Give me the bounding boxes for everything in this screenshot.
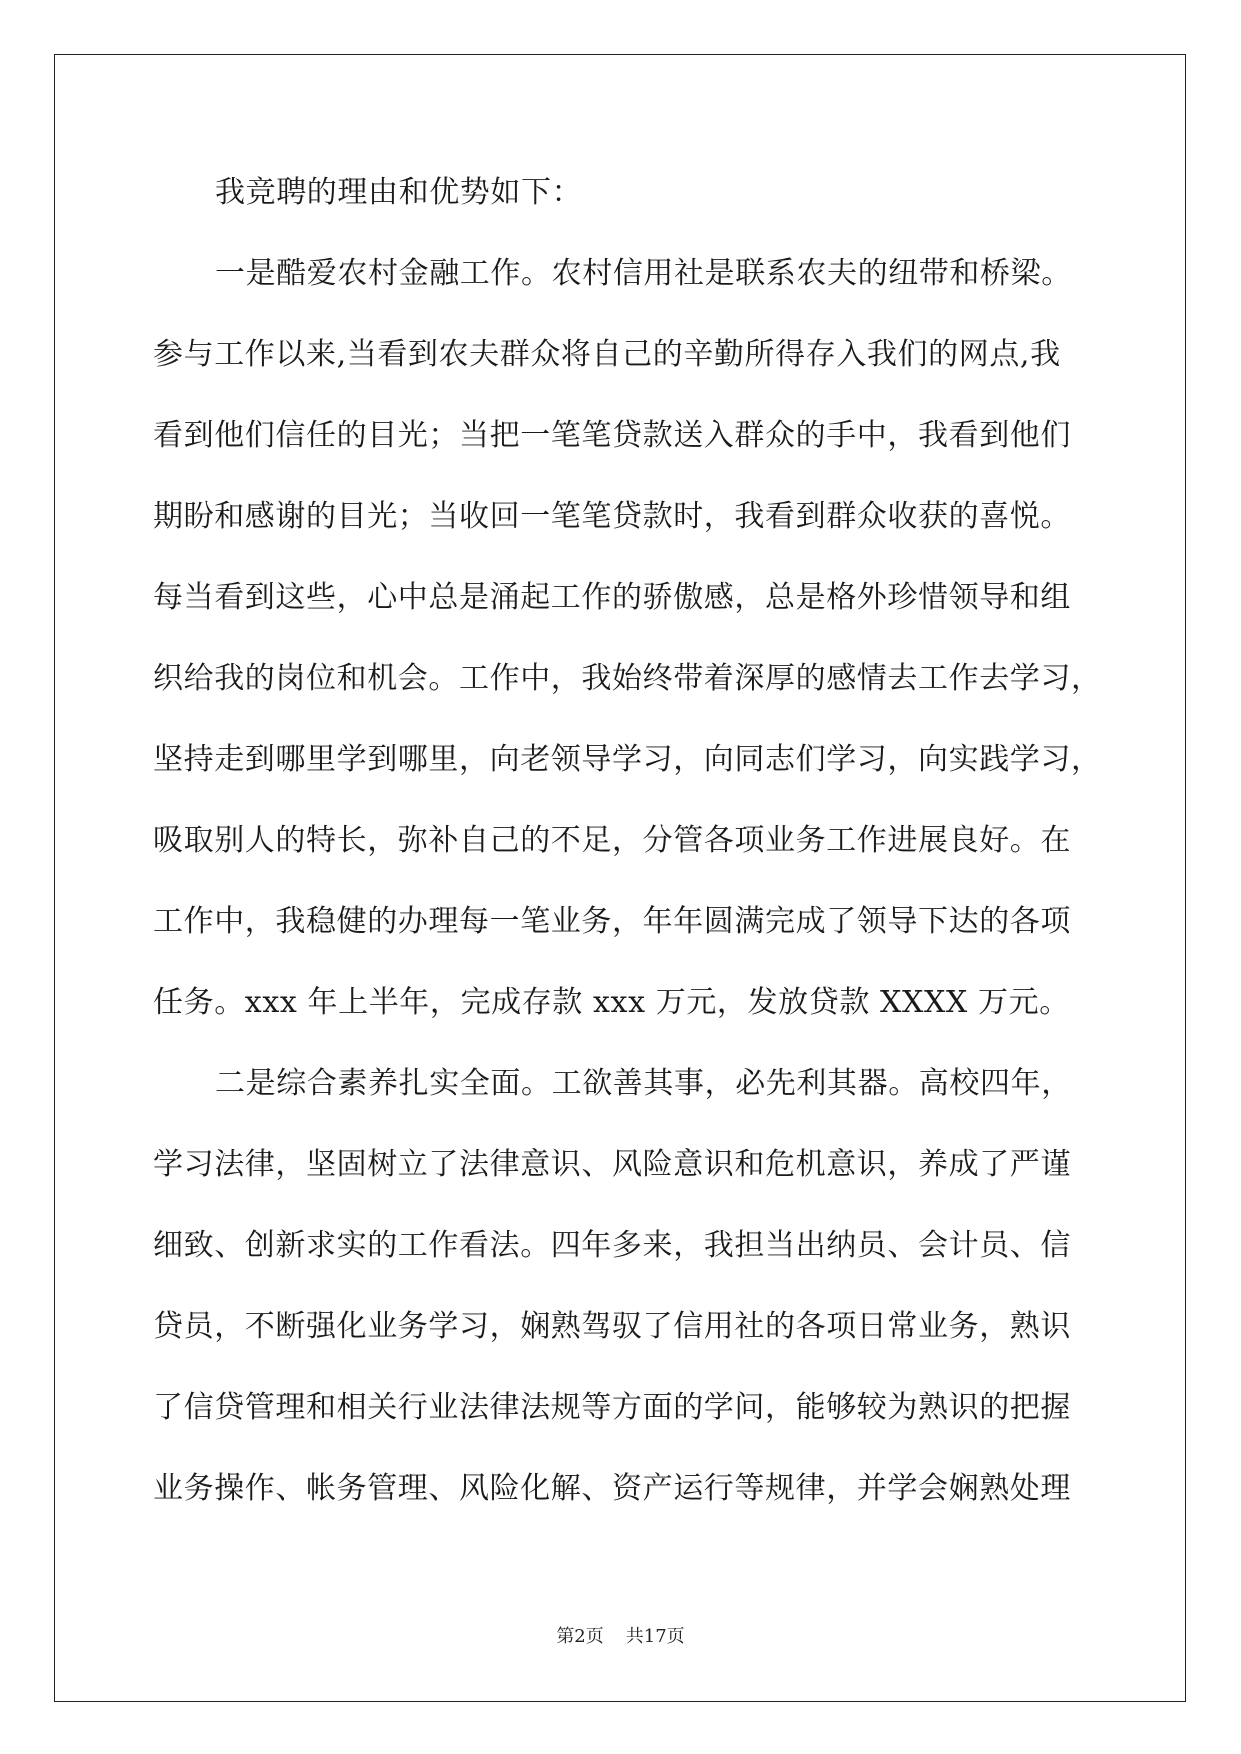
- text-line: 了信贷管理和相关行业法律法规等方面的学问，能够较为熟识的把握: [153, 1390, 1071, 1425]
- page-number-total: 共17页: [625, 1626, 685, 1647]
- text-line: 看到他们信任的目光；当把一笔笔贷款送入群众的手中，我看到他们: [153, 418, 1071, 453]
- text-line: 学习法律，坚固树立了法律意识、风险意识和危机意识，养成了严谨: [153, 1147, 1071, 1182]
- page-footer: [0, 1622, 1241, 1652]
- text-line: 细致、创新求实的工作看法。四年多来，我担当出纳员、会计员、信: [153, 1228, 1071, 1263]
- text-line: 二是综合素养扎实全面。工欲善其事，必先利其器。高校四年，: [215, 1066, 1072, 1101]
- document-body: [153, 152, 1153, 1529]
- text-line: 一是酷爱农村金融工作。农村信用社是联系农夫的纽带和桥梁。: [215, 256, 1072, 291]
- text-line: 织给我的岗位和机会。工作中，我始终带着深厚的感情去工作去学习，: [153, 661, 1102, 696]
- text-line: 期盼和感谢的目光；当收回一笔笔贷款时，我看到群众收获的喜悦。: [153, 499, 1071, 534]
- text-line: 工作中，我稳健的办理每一笔业务，年年圆满完成了领导下达的各项: [153, 904, 1071, 939]
- text-line: 坚持走到哪里学到哪里，向老领导学习，向同志们学习，向实践学习，: [153, 742, 1102, 777]
- text-line: 我竞聘的理由和优势如下：: [215, 175, 583, 210]
- text-line: 任务。xxx 年上半年，完成存款 xxx 万元，发放贷款 XXXX 万元。: [153, 985, 1070, 1020]
- text-line: 每当看到这些，心中总是涌起工作的骄傲感，总是格外珍惜领导和组: [153, 580, 1071, 615]
- text-line: 吸取别人的特长，弥补自己的不足，分管各项业务工作进展良好。在: [153, 823, 1071, 858]
- text-line: 贷员，不断强化业务学习，娴熟驾驭了信用社的各项日常业务，熟识: [153, 1309, 1071, 1344]
- text-line: 业务操作、帐务管理、风险化解、资产运行等规律，并学会娴熟处理: [153, 1471, 1071, 1506]
- text-line: 参与工作以来,当看到农夫群众将自己的辛勤所得存入我们的网点,我: [153, 337, 1061, 372]
- page-number-current: 第2页: [556, 1626, 604, 1647]
